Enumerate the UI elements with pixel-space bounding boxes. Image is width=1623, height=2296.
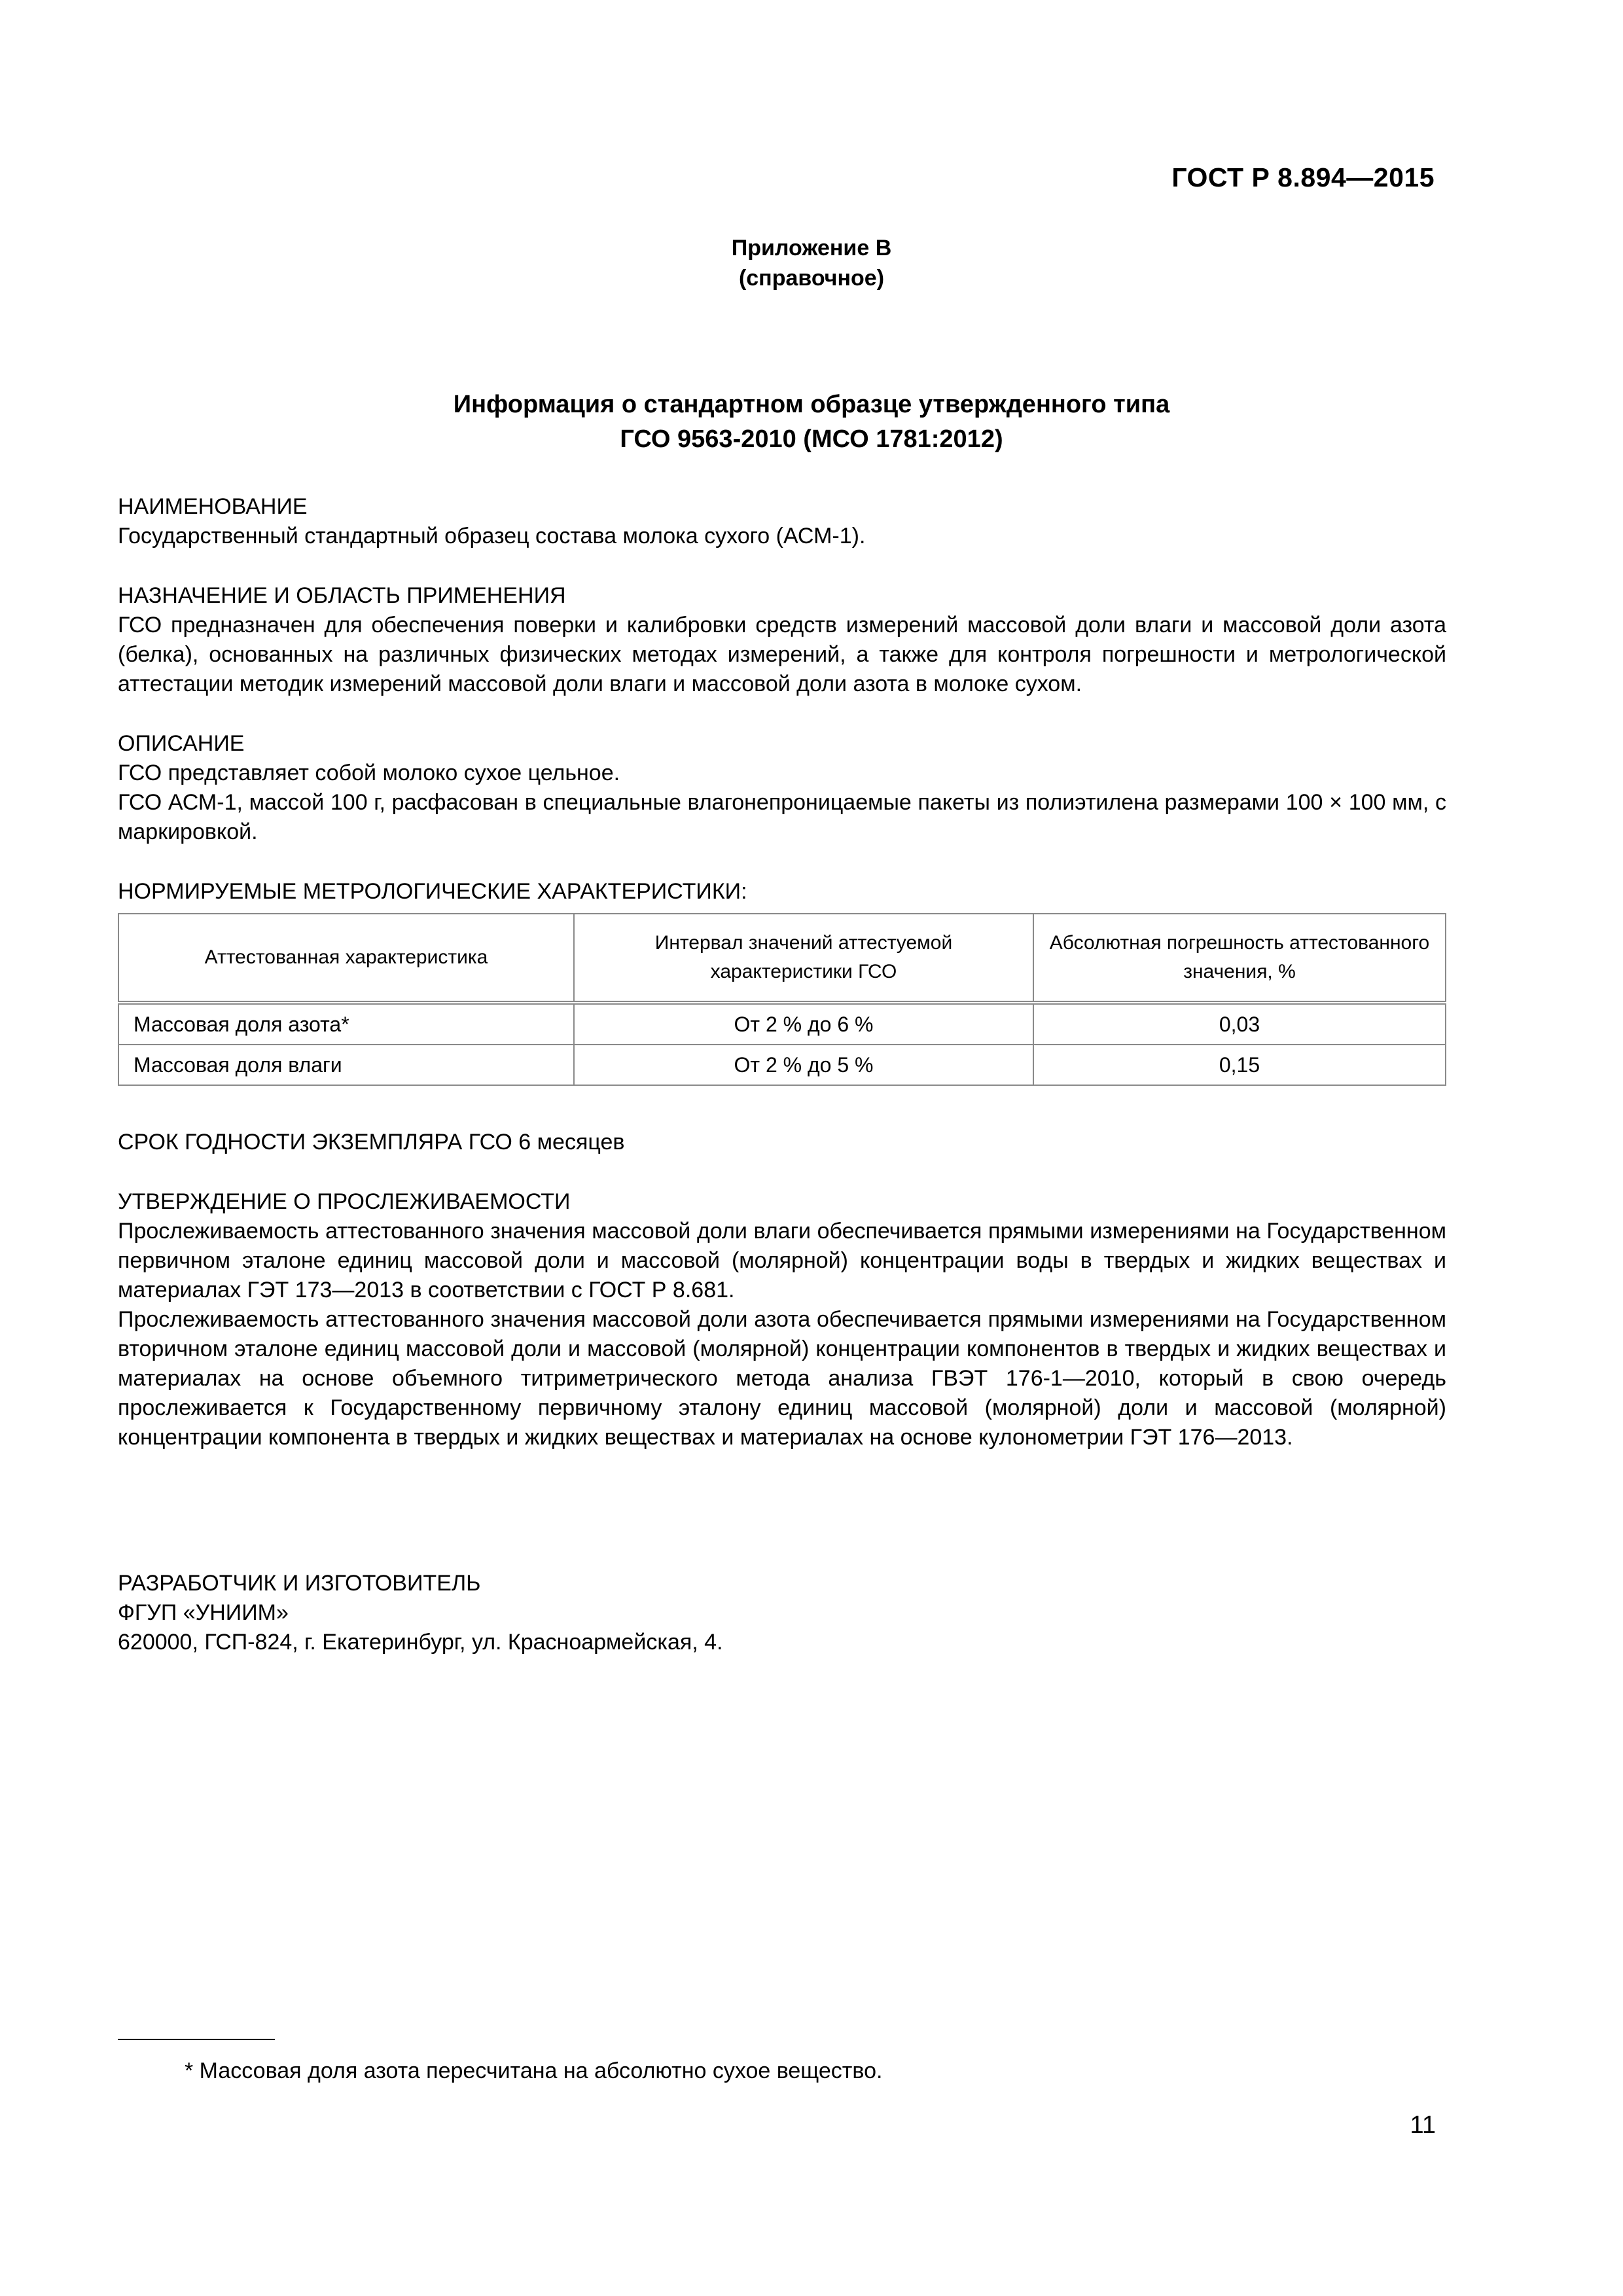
section-heading-name: НАИМЕНОВАНИЕ [118,494,308,519]
table-cell: 0,15 [1033,1045,1446,1085]
table-row [118,1045,1446,1085]
annex-label: Приложение В [731,236,892,260]
footnote-divider [118,2039,275,2040]
section-characteristics [118,877,1446,1086]
section-heading-developer: РАЗРАБОТЧИК И ИЗГОТОВИТЕЛЬ [118,1571,481,1596]
table-row [118,1003,1446,1045]
footnote: * Массовая доля азота пересчитана на абсолютно сухое вещество. [185,2058,883,2083]
table-cell: Массовая доля азота* [118,1003,574,1045]
spacer [118,1482,1446,1569]
characteristics-table [118,913,1446,1086]
table-header-row [118,914,1446,1003]
section-name [118,492,1446,551]
annex-heading [0,233,1623,293]
shelf-life-text: СРОК ГОДНОСТИ ЭКЗЕМПЛЯРА ГСО 6 месяцев [118,1130,625,1155]
table-cell: От 2 % до 5 % [574,1045,1033,1085]
developer-org: ФГУП «УНИИМ» [118,1600,289,1625]
purpose-text: ГСО предназначен для обеспечения поверки и калибровки средств измерений массовой доли влаги и массовой доли азота (белка), основанных на различных физических методах измерений, а также для контроля погрешности и метрологической аттестации методик измерений массовой доли влаги и массовой доли азота в молоке сухом. [118,613,1446,696]
section-purpose [118,581,1446,699]
page-number: 11 [1410,2111,1436,2139]
section-shelf-life [118,1128,1446,1157]
traceability-para-1: Прослеживаемость аттестованного значения массовой доли влаги обеспечивается прямыми измерениями на Государственном первичном эталоне единиц массовой доли и массовой (молярной) концентрации воды в твердых и жидких веществах и материалах ГЭТ 173—2013 в соответствии с ГОСТ Р 8.681. [118,1219,1446,1302]
table-header-cell: Интервал значений аттестуемой характеристики ГСО [574,914,1033,1003]
title-line-2: ГСО 9563-2010 (МСО 1781:2012) [620,425,1003,453]
section-heading-characteristics: НОРМИРУЕМЫЕ МЕТРОЛОГИЧЕСКИЕ ХАРАКТЕРИСТИКИ: [118,879,747,904]
section-traceability [118,1187,1446,1452]
annex-type: (справочное) [738,266,885,291]
document-id: ГОСТ Р 8.894—2015 [1171,162,1435,192]
description-para-2: ГСО АСМ-1, массой 100 г, расфасован в специальные влагонепроницаемые пакеты из полиэтилена размерами 100 × 100 мм, с маркировкой. [118,790,1446,844]
description-para-1: ГСО представляет собой молоко сухое цельное. [118,761,620,785]
table-header-cell: Аттестованная характеристика [118,914,574,1003]
section-heading-purpose: НАЗНАЧЕНИЕ И ОБЛАСТЬ ПРИМЕНЕНИЯ [118,583,566,608]
name-text: Государственный стандартный образец состава молока сухого (АСМ-1). [118,524,866,548]
table-header-cell: Абсолютная погрешность аттестованного значения, % [1033,914,1446,1003]
section-developer [118,1569,1446,1657]
table-cell: От 2 % до 6 % [574,1003,1033,1045]
section-description [118,729,1446,847]
traceability-para-2: Прослеживаемость аттестованного значения массовой доли азота обеспечивается прямыми измерениями на Государственном вторичном эталоне единиц массовой доли и массовой (молярной) концентрации компонентов в твердых и жидких веществах и материалах на основе объемного титриметрического метода анализа ГВЭТ 176-1—2010, который в свою очередь прослеживается к Государственному первичному эталону единиц массовой (молярной) доли и массовой (молярной) концентрации компонента в твердых и жидких веществах и материалах на основе кулонометрии ГЭТ 176—2013. [118,1307,1446,1450]
table-cell: Массовая доля влаги [118,1045,574,1085]
section-heading-traceability: УТВЕРЖДЕНИЕ О ПРОСЛЕЖИВАЕМОСТИ [118,1189,571,1214]
developer-address: 620000, ГСП-824, г. Екатеринбург, ул. Красноармейская, 4. [118,1630,723,1655]
document-body [118,492,1446,1687]
document-title [0,387,1623,457]
table-cell: 0,03 [1033,1003,1446,1045]
title-line-1: Информация о стандартном образце утвержденного типа [453,391,1170,418]
section-heading-description: ОПИСАНИЕ [118,731,245,756]
